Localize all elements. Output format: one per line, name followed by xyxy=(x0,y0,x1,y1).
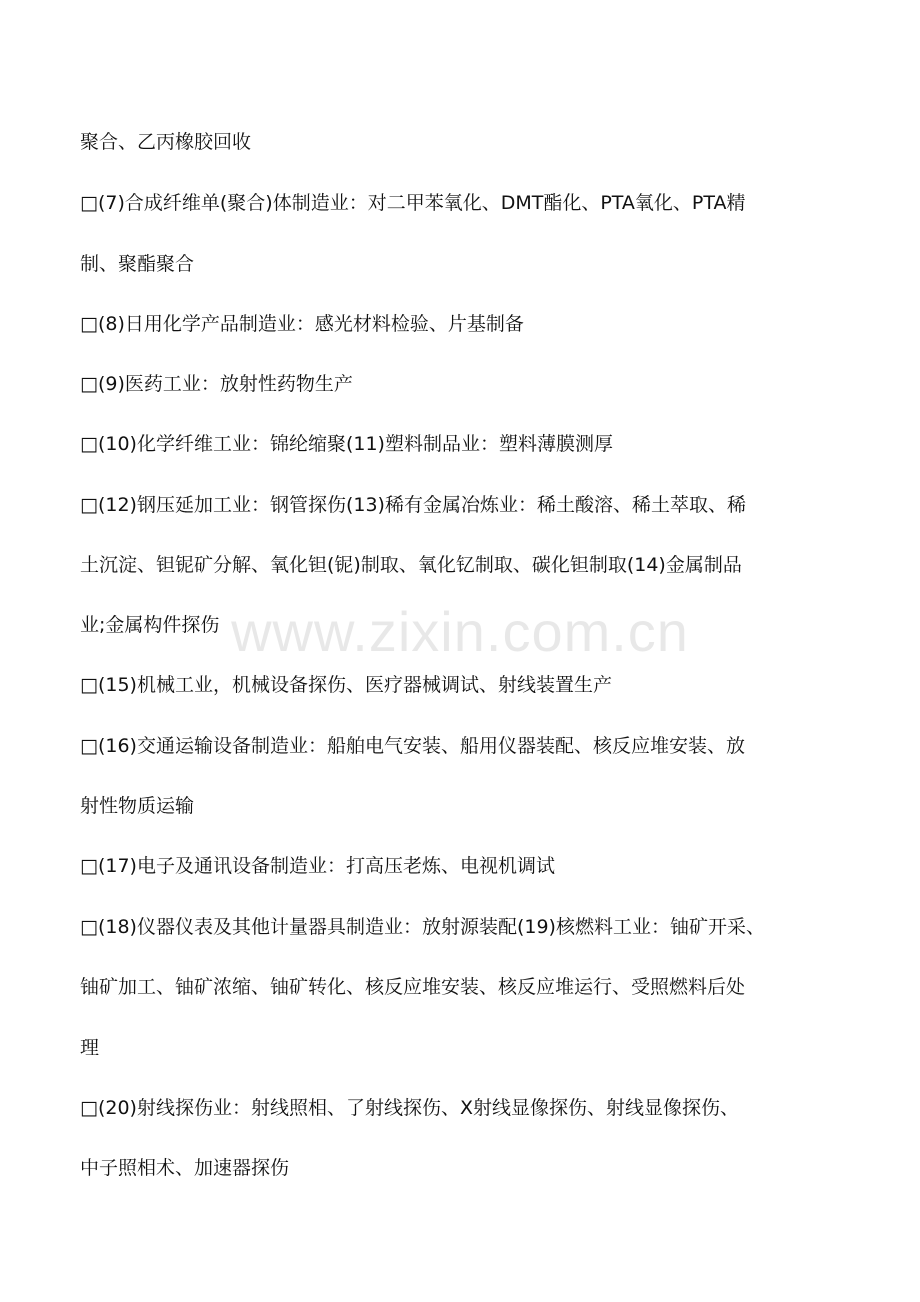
text-line: 土沉淀、钽铌矿分解、氧化钽(铌)制取、氧化钇制取、碳化钽制取(14)金属制品 xyxy=(80,554,742,576)
text-line: □(10)化学纤维工业：锦纶缩聚(11)塑料制品业：塑料薄膜测厚 xyxy=(80,433,613,455)
text-line: □(16)交通运输设备制造业：船舶电气安装、船用仪器装配、核反应堆安装、放 xyxy=(80,735,745,757)
text-line: 中子照相术、加速器探伤 xyxy=(80,1157,290,1179)
text-line: □(12)钢压延加工业：钢管探伤(13)稀有金属冶炼业：稀土酸溶、稀土萃取、稀 xyxy=(80,494,746,516)
text-line: □(9)医药工业：放射性药物生产 xyxy=(80,373,353,395)
text-line: □(15)机械工业，机械设备探伤、医疗器械调试、射线装置生产 xyxy=(80,674,612,696)
text-line: □(20)射线探伤业：射线照相、了射线探伤、X射线显像探伤、射线显像探伤、 xyxy=(80,1097,739,1119)
text-line: □(8)日用化学产品制造业：感光材料检验、片基制备 xyxy=(80,313,524,335)
watermark: www.zixin.com.cn xyxy=(231,600,689,663)
text-line: 射性物质运输 xyxy=(80,795,195,817)
text-line: □(7)合成纤维单(聚合)体制造业：对二甲苯氧化、DMT酯化、PTA氧化、PTA精 xyxy=(80,192,746,214)
text-line: 业;金属构件探伤 xyxy=(80,614,220,636)
text-line: 理 xyxy=(80,1037,100,1059)
text-line: □(17)电子及通讯设备制造业：打高压老炼、电视机调试 xyxy=(80,855,555,877)
text-line: 铀矿加工、铀矿浓缩、铀矿转化、核反应堆安装、核反应堆运行、受照燃料后处 xyxy=(80,976,746,998)
text-line: □(18)仪器仪表及其他计量器具制造业：放射源装配(19)核燃料工业：铀矿开采、 xyxy=(80,916,765,938)
text-line: 制、聚酯聚合 xyxy=(80,253,195,275)
text-line: 聚合、乙丙橡胶回收 xyxy=(80,131,252,153)
